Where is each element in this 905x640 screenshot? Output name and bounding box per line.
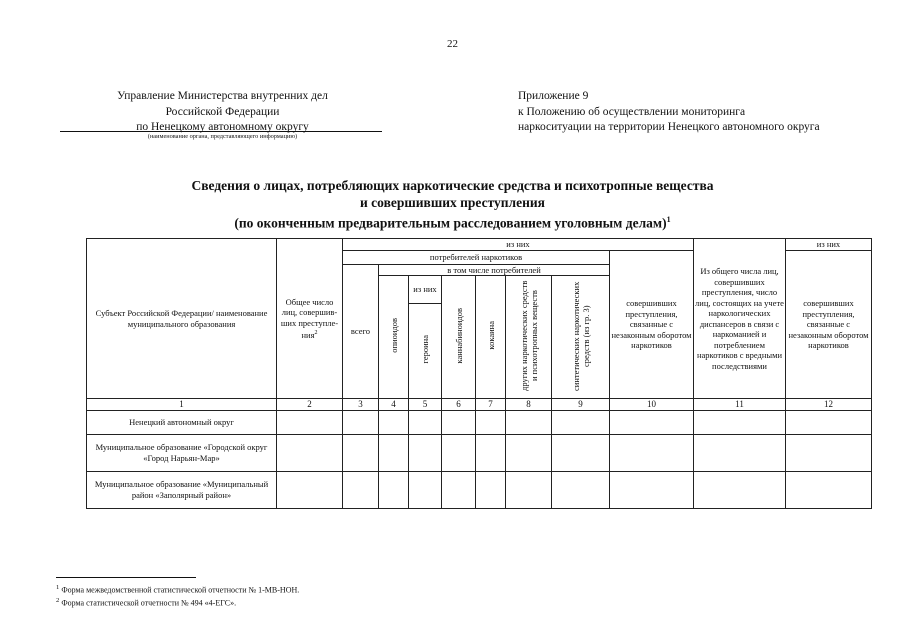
table-cell[interactable] bbox=[277, 411, 343, 435]
org-line-2: Российской Федерации bbox=[165, 105, 280, 118]
title-line-1: Сведения о лицах, потребляющих наркотические средства и психотропные вещества bbox=[191, 178, 714, 193]
table-cell[interactable] bbox=[786, 411, 872, 435]
title-line-2: и совершивших преступления bbox=[360, 195, 545, 210]
col-num-9: 9 bbox=[552, 399, 610, 411]
col-num-10: 10 bbox=[610, 399, 694, 411]
table-cell[interactable] bbox=[786, 472, 872, 509]
header-of-them-small: из них bbox=[409, 276, 442, 304]
footnote-1-num: 1 bbox=[56, 584, 60, 591]
total-footnote-ref: 2 bbox=[314, 330, 318, 337]
header-other-drugs: других наркотических средств и психотропных веществ bbox=[506, 276, 552, 399]
table-cell[interactable] bbox=[343, 472, 379, 509]
header-crimes-trafficking-right: совершивших преступления, связанные с незаконным оборотом наркотиков bbox=[786, 250, 872, 399]
table-cell[interactable] bbox=[694, 411, 786, 435]
footnote-2-num: 2 bbox=[56, 597, 60, 604]
table-cell[interactable] bbox=[379, 435, 409, 472]
table-cell[interactable] bbox=[277, 472, 343, 509]
title-line-3: (по оконченным предварительным расследованием уголовным делам)$^1$ bbox=[234, 215, 671, 231]
col-num-5: 5 bbox=[409, 399, 442, 411]
footnote-1 bbox=[56, 582, 299, 596]
table-cell[interactable] bbox=[409, 411, 442, 435]
table-cell[interactable] bbox=[610, 411, 694, 435]
header-cannabinoids: каннабиноидов bbox=[442, 276, 476, 399]
table-cell[interactable] bbox=[442, 435, 476, 472]
table-row bbox=[87, 472, 872, 509]
col-num-3: 3 bbox=[343, 399, 379, 411]
col-num-8: 8 bbox=[506, 399, 552, 411]
table-row bbox=[87, 435, 872, 472]
col-num-1: 1 bbox=[87, 399, 277, 411]
table-cell[interactable] bbox=[694, 472, 786, 509]
header-all: всего bbox=[343, 264, 379, 399]
col-num-11: 11 bbox=[694, 399, 786, 411]
table-cell[interactable] bbox=[506, 411, 552, 435]
org-caption: (наименование органа, представляющего информацию) bbox=[147, 133, 298, 140]
appendix-line-2: к Положению об осуществлении мониторинга bbox=[518, 105, 746, 118]
table-cell[interactable] bbox=[476, 472, 506, 509]
table-cell[interactable] bbox=[277, 435, 343, 472]
header-synthetic: синтетических наркотических средств (из гр. 3) bbox=[552, 276, 610, 399]
table-cell[interactable] bbox=[343, 411, 379, 435]
row-name: Ненецкий автономный округ bbox=[87, 411, 277, 435]
document-title bbox=[0, 177, 905, 232]
header-including-users: в том числе потребителей bbox=[379, 264, 610, 276]
table-cell[interactable] bbox=[552, 411, 610, 435]
table-cell[interactable] bbox=[476, 435, 506, 472]
table-cell[interactable] bbox=[379, 411, 409, 435]
organization-block bbox=[60, 89, 385, 136]
table-cell[interactable] bbox=[552, 435, 610, 472]
header-opioids: опиоидов bbox=[379, 276, 409, 399]
org-underline bbox=[60, 131, 382, 132]
footnote-2 bbox=[56, 595, 236, 609]
table-cell[interactable] bbox=[343, 435, 379, 472]
footnote-2-text: Форма статистической отчетности № 494 «4-ЕГС». bbox=[61, 598, 237, 608]
header-crimes-trafficking: совершивших преступления, связанные с незаконным оборотом наркотиков bbox=[610, 250, 694, 399]
table-cell[interactable] bbox=[409, 472, 442, 509]
table-cell[interactable] bbox=[610, 472, 694, 509]
table-cell[interactable] bbox=[786, 435, 872, 472]
appendix-line-1: Приложение 9 bbox=[518, 90, 589, 102]
appendix-line-3: наркоситуации на территории Ненецкого автономного округа bbox=[518, 121, 820, 133]
header-heroin: героина bbox=[409, 304, 442, 399]
statistics-table bbox=[86, 238, 872, 509]
org-line-3: по Ненецкому автономному округу bbox=[136, 121, 309, 133]
org-line-1: Управление Министерства внутренних дел bbox=[117, 90, 328, 102]
header-cocaine: кокаина bbox=[476, 276, 506, 399]
table-cell[interactable] bbox=[506, 472, 552, 509]
page-number: 22 bbox=[447, 38, 458, 50]
table-cell[interactable] bbox=[552, 472, 610, 509]
row-name: Муниципальное образование «Муниципальный район «Заполярный район» bbox=[87, 472, 277, 509]
header-total: Общее число лиц, совершив-ших преступле-ния$^2$ bbox=[277, 239, 343, 399]
header-registered: Из общего числа лиц, совершивших преступления, число лиц, состоящих на учете наркологических диспансеров в связи с наркоманией и потреблением наркотиков с вредными последствиями bbox=[694, 239, 786, 399]
footnote-separator bbox=[56, 577, 196, 578]
table-cell[interactable] bbox=[476, 411, 506, 435]
col-num-12: 12 bbox=[786, 399, 872, 411]
table-cell[interactable] bbox=[506, 435, 552, 472]
table-row bbox=[87, 411, 872, 435]
table-cell[interactable] bbox=[610, 435, 694, 472]
header-of-them: из них bbox=[343, 239, 694, 251]
table-cell[interactable] bbox=[442, 472, 476, 509]
col-num-2: 2 bbox=[277, 399, 343, 411]
appendix-block bbox=[518, 89, 820, 136]
header-drug-users: потребителей наркотиков bbox=[343, 250, 610, 264]
table-cell[interactable] bbox=[379, 472, 409, 509]
table-cell[interactable] bbox=[409, 435, 442, 472]
col-num-4: 4 bbox=[379, 399, 409, 411]
footnote-1-text: Форма межведомственной статистической отчетности № 1-МВ-НОН. bbox=[61, 585, 300, 595]
col-num-7: 7 bbox=[476, 399, 506, 411]
header-of-them-right: из них bbox=[786, 239, 872, 251]
row-name: Муниципальное образование «Городской округ «Город Нарьян-Мар» bbox=[87, 435, 277, 472]
header-subject: Субъект Российской Федерации/ наименование муниципального образования bbox=[87, 239, 277, 399]
col-num-6: 6 bbox=[442, 399, 476, 411]
table-cell[interactable] bbox=[694, 435, 786, 472]
title-footnote-ref: 1 bbox=[666, 215, 671, 224]
table-cell[interactable] bbox=[442, 411, 476, 435]
